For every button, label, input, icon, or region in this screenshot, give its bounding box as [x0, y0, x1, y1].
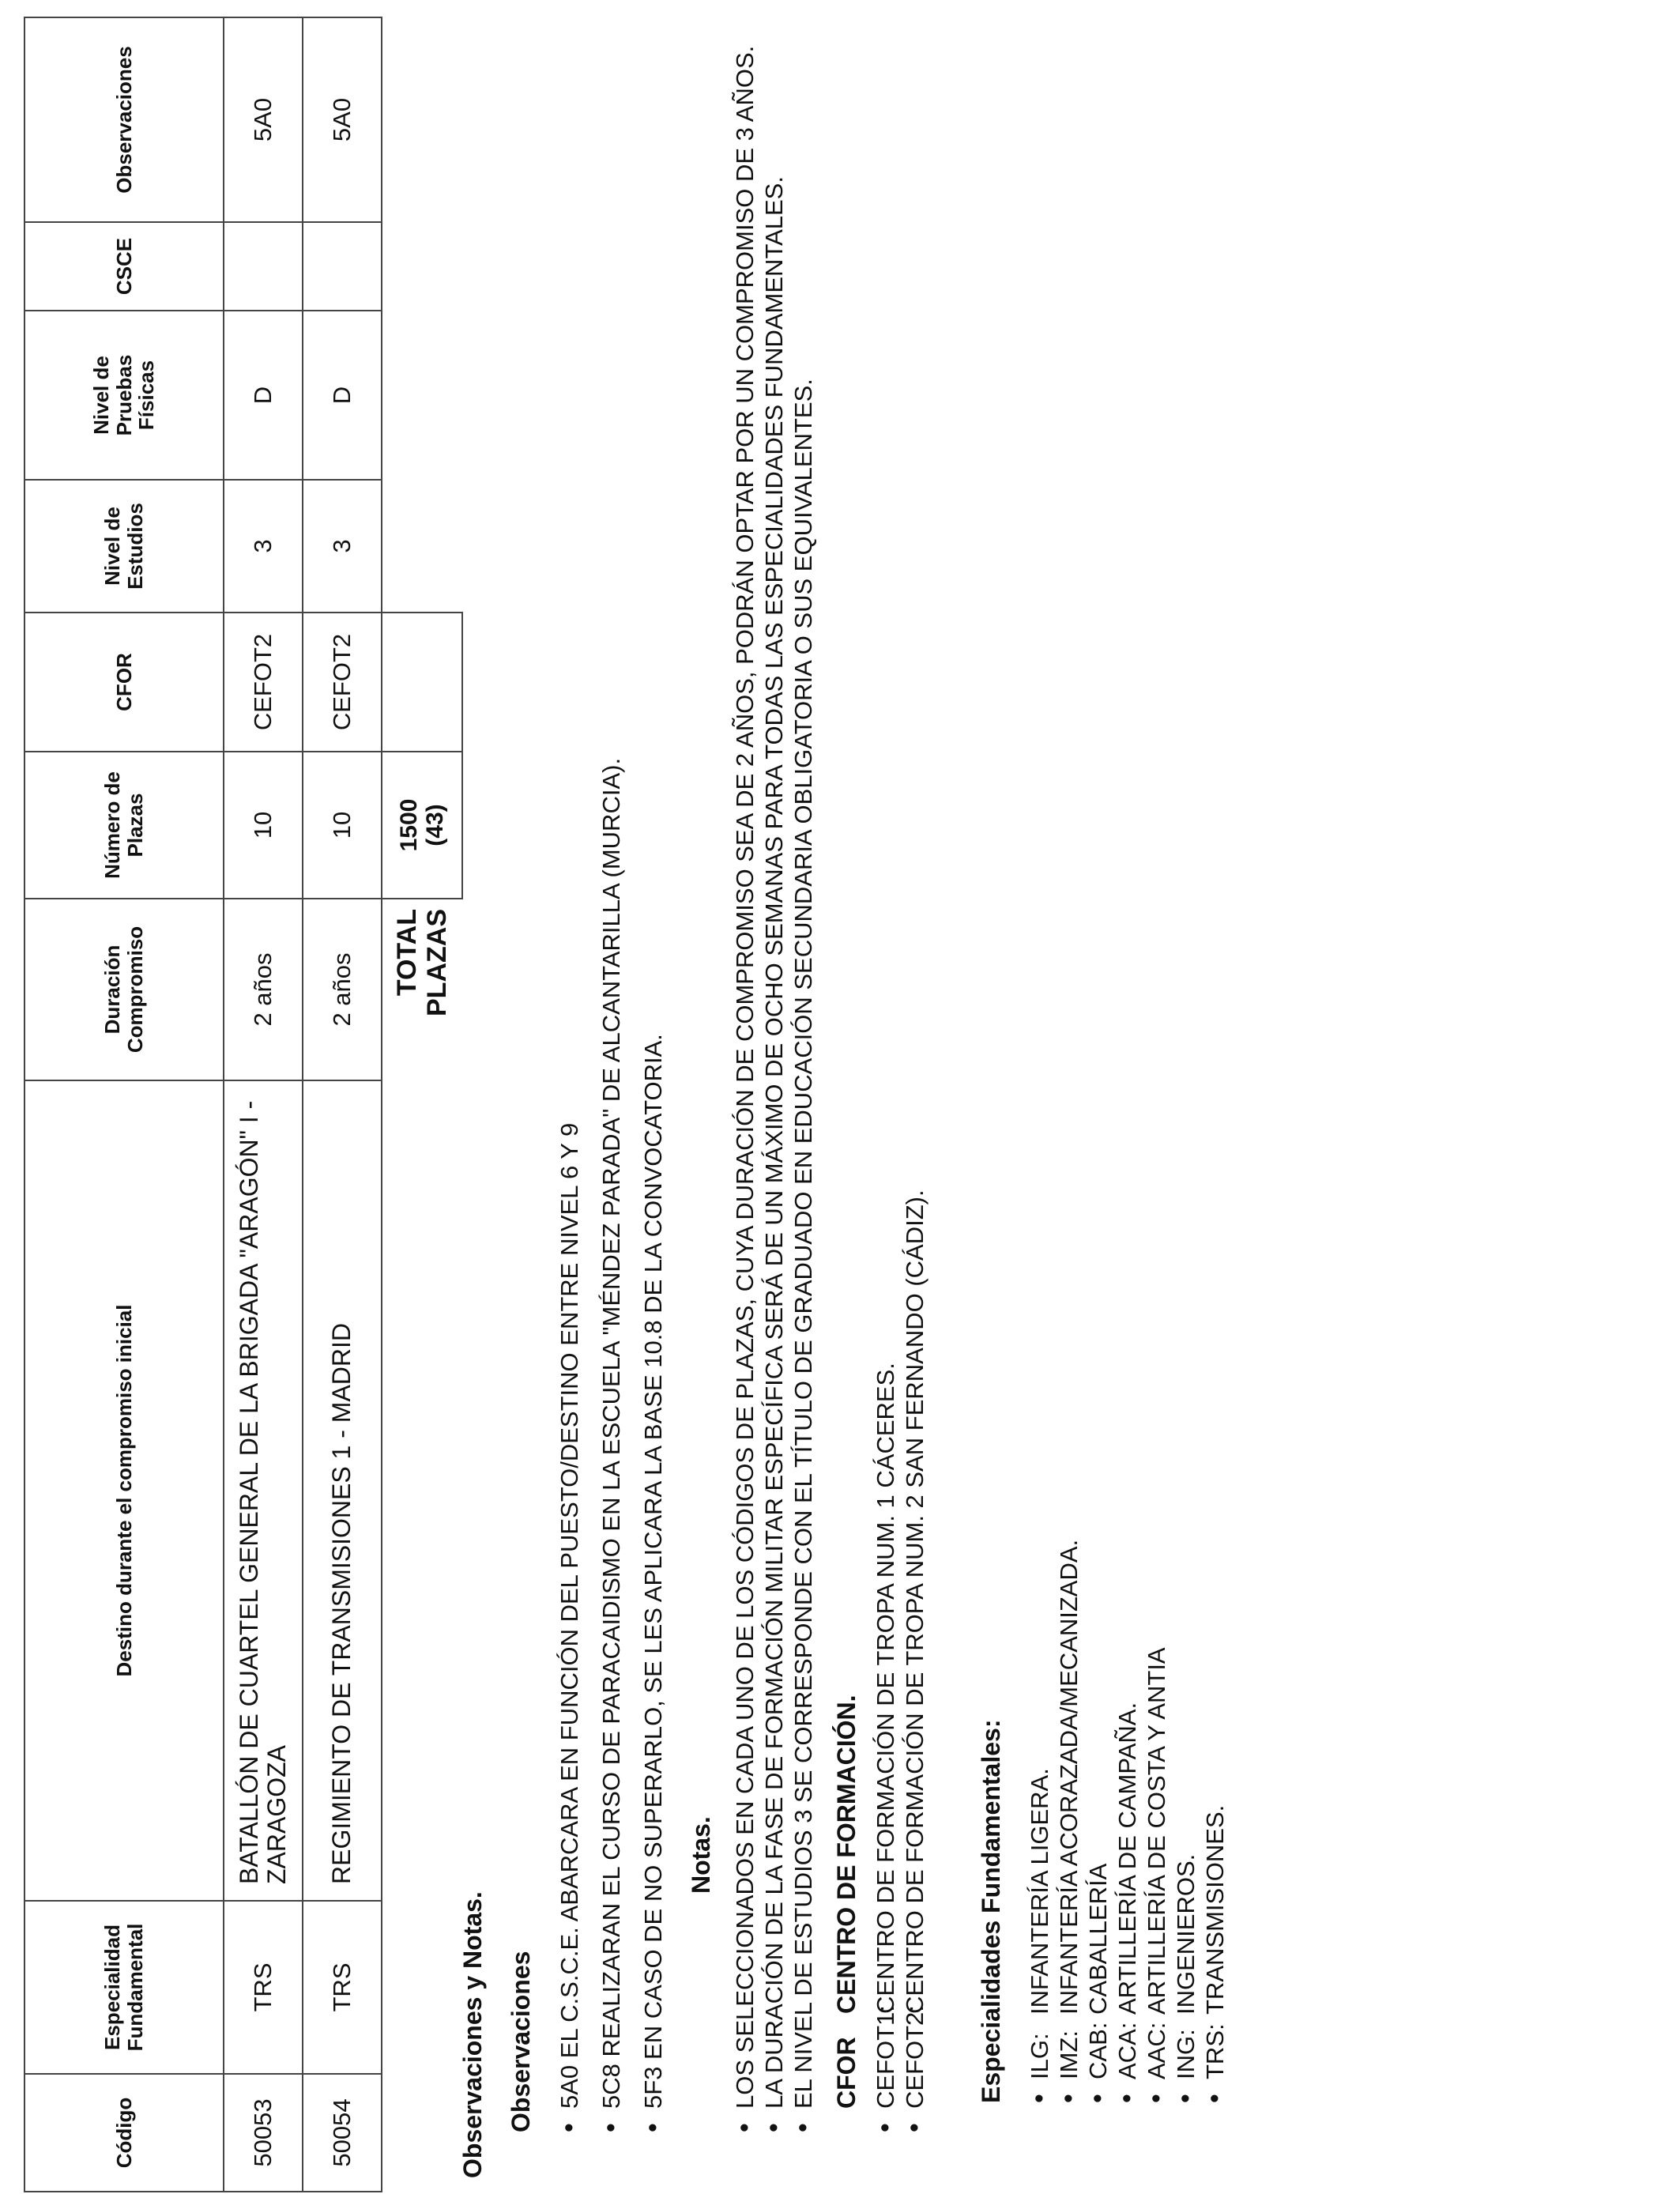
observaciones-title: Observaciones [507, 1951, 535, 2132]
list-item: • IMZ: INFANTERÍA ACORAZADA/MECANIZADA. [1054, 28, 1083, 2103]
cell-duracion: 2 años [303, 899, 382, 1080]
cell-cfor: CEFOT2 [303, 613, 382, 752]
cell-especialidad: TRS [303, 1901, 382, 2074]
cell-duracion: 2 años [224, 899, 303, 1080]
table-row [224, 17, 303, 2192]
list-item: • CAB: CABALLERÍA [1083, 28, 1113, 2103]
list-item: • CEFOT1: CENTRO DE FORMACIÓN DE TROPA NUM. 1 CÁCERES. [871, 28, 900, 2132]
cell-nivel-pruebas: D [224, 311, 303, 480]
notes-section [458, 28, 1230, 2178]
header-codigo: Código [24, 2074, 224, 2192]
table-row [303, 17, 382, 2192]
list-item: • ILG: INFANTERÍA LIGERA. [1025, 28, 1054, 2103]
list-item: • CEFOT2: CENTRO DE FORMACIÓN DE TROPA NUM. 2 SAN FERNANDO (CÁDIZ). [900, 28, 929, 2132]
total-label: TOTAL PLAZAS [382, 899, 462, 1080]
cell-observaciones: 5A0 [224, 17, 303, 222]
especialidades-title: Especialidades Fundamentales: [977, 1719, 1005, 2103]
header-duracion: Duración Compromiso [24, 899, 224, 1080]
cell-codigo: 50053 [224, 2074, 303, 2192]
header-plazas: Número de Plazas [24, 752, 224, 899]
list-item: • LOS SELECCIONADOS EN CADA UNO DE LOS CÓDIGOS DE PLAZAS, CUYA DURACIÓN DE COMPROMISO SEA DE 2 AÑOS, PODRÁN OPTAR POR UN COMPROMISO DE 3 AÑOS. [730, 28, 759, 2132]
cfor-header: CFOR CENTRO DE FORMACIÓN. [832, 1695, 861, 2109]
cell-destino: REGIMIENTO DE TRANSMISIONES 1 - MADRID [303, 1080, 382, 1901]
cell-nivel-estudios: 3 [224, 480, 303, 613]
cell-csce [224, 222, 303, 311]
header-nivel-pruebas: Nivel de Pruebas Físicas [24, 311, 224, 480]
header-observaciones: Observaciones [24, 17, 224, 222]
header-csce: CSCE [24, 222, 224, 311]
notes-title: Observaciones y Notas. [458, 1891, 487, 2178]
cell-csce [303, 222, 382, 311]
cell-plazas: 10 [303, 752, 382, 899]
notas-title: Notas. [687, 1816, 715, 1894]
cell-especialidad: TRS [224, 1901, 303, 2074]
cell-codigo: 50054 [303, 2074, 382, 2192]
cell-nivel-estudios: 3 [303, 480, 382, 613]
cell-observaciones: 5A0 [303, 17, 382, 222]
cell-cfor: CEFOT2 [224, 613, 303, 752]
list-item: • EL NIVEL DE ESTUDIOS 3 SE CORRESPONDE CON EL TÍTULO DE GRADUADO EN EDUCACIÓN SECUNDARIA OBLIGATORIA O SUS EQUIVALENTES. [789, 28, 818, 2132]
header-especialidad: Especialidad Fundamental [24, 1901, 224, 2074]
header-nivel-estudios: Nivel de Estudios [24, 480, 224, 613]
cell-nivel-pruebas: D [303, 311, 382, 480]
plazas-table [24, 17, 463, 2192]
header-cfor: CFOR [24, 613, 224, 752]
list-item: • 5A0 EL C.S.C.E. ABARCARA EN FUNCIÓN DEL PUESTO/DESTINO ENTRE NIVEL 6 Y 9 [555, 28, 584, 2132]
table-header-row [24, 17, 224, 2192]
list-item: • 5C8 REALIZARAN EL CURSO DE PARACAIDISMO EN LA ESCUELA "MÉNDEZ PARADA" DE ALCANTARILLA (MURCIA). [597, 28, 626, 2132]
cell-plazas: 10 [224, 752, 303, 899]
header-destino: Destino durante el compromiso inicial [24, 1080, 224, 1901]
list-item: • ACA: ARTILLERÍA DE CAMPAÑA. [1113, 28, 1142, 2103]
total-row [382, 17, 462, 2192]
list-item: • TRS: TRANSMISIONES. [1200, 28, 1230, 2103]
cell-destino: BATALLÓN DE CUARTEL GENERAL DE LA BRIGADA "ARAGÓN" I - ZARAGOZA [224, 1080, 303, 1901]
total-plazas-sub: (43) [422, 804, 448, 846]
total-value [382, 752, 462, 899]
list-item: • ING: INGENIEROS. [1171, 28, 1200, 2103]
list-item: • LA DURACIÓN DE LA FASE DE FORMACIÓN MILITAR ESPECÍFICA SERÁ DE UN MÁXIMO DE OCHO SEMANAS PARA TODAS LAS ESPECIALIDADES FUNDAMENTALES. [759, 28, 789, 2132]
total-plazas-value: 1500 [396, 798, 422, 852]
list-item: • AAC: ARTILLERÍA DE COSTA Y ANTIA [1142, 28, 1171, 2103]
list-item: • 5F3 EN CASO DE NO SUPERARLO, SE LES APLICARA LA BASE 10.8 DE LA CONVOCATORIA. [638, 28, 668, 2132]
